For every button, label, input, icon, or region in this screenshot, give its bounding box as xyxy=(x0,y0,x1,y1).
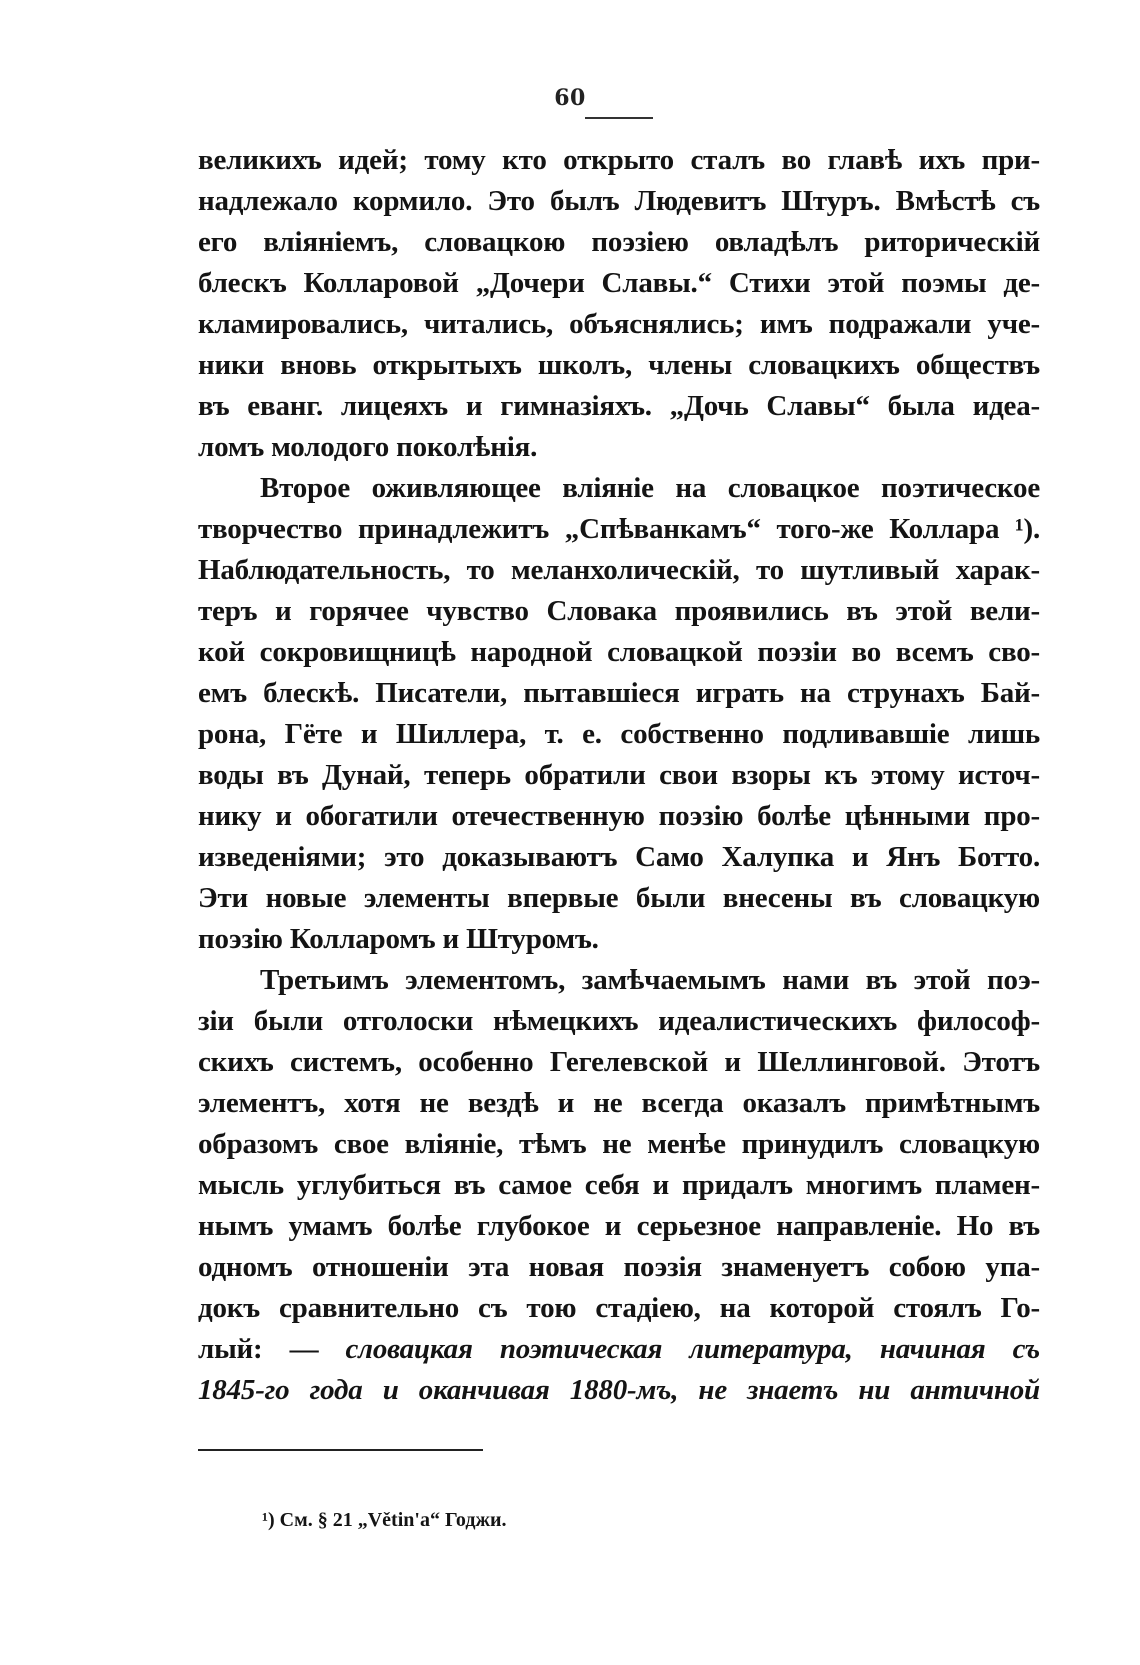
text-line: кламировались, читались, объяснялись; имъ подражали уче- xyxy=(198,308,1040,340)
line-start: лый: — xyxy=(198,1333,346,1365)
text-line: теръ и горячее чувство Словака проявились въ этой вели- xyxy=(198,595,1040,627)
page-number: 60 xyxy=(554,85,586,111)
text-line: одномъ отношеніи эта новая поэзія знаменуетъ собою упа- xyxy=(198,1251,1040,1283)
footnote-text: См. § 21 „Větin'a“ Годжи. xyxy=(279,1509,507,1531)
italic-phrase: словацкая поэтическая литература, начиная съ xyxy=(345,1333,1040,1365)
text-line: изведеніями; это доказываютъ Само Халупка и Янъ Ботто. xyxy=(198,841,1040,873)
text-line: въ еванг. лицеяхъ и гимназіяхъ. „Дочь Славы“ была идеа- xyxy=(198,390,1040,422)
text-line: поэзію Колларомъ и Штуромъ. xyxy=(198,923,599,955)
text-line: творчество принадлежитъ „Спѣванкамъ“ того-же Коллара ¹). xyxy=(198,513,1040,545)
text-line: Наблюдательность, то меланхолическій, то шутливый харак- xyxy=(198,554,1040,586)
paragraph-start-line: Третьимъ элементомъ, замѣчаемымъ нами въ этой поэ- xyxy=(260,964,1040,996)
text-line: блескъ Колларовой „Дочери Славы.“ Стихи этой поэмы де- xyxy=(198,267,1040,299)
footnote-separator xyxy=(198,1449,483,1451)
text-line: емъ блескѣ. Писатели, пытавшіеся играть на струнахъ Бай- xyxy=(198,677,1040,709)
text-line: великихъ идей; тому кто открыто сталъ во главѣ ихъ при- xyxy=(198,144,1040,176)
text-line: рона, Гёте и Шиллера, т. е. собственно подливавшіе лишь xyxy=(198,718,1040,750)
text-line: ники вновь открытыхъ школъ, члены словацкихъ обществъ xyxy=(198,349,1040,381)
text-line: надлежало кормило. Это былъ Людевитъ Штуръ. Вмѣстѣ съ xyxy=(198,185,1040,217)
body-text xyxy=(198,140,1040,1411)
page-number-underline xyxy=(585,117,653,119)
text-line: нику и обогатили отечественную поэзію болѣе цѣнными про- xyxy=(198,800,1040,832)
italic-line xyxy=(198,1370,1040,1411)
text-line: скихъ системъ, особенно Гегелевской и Шеллинговой. Этотъ xyxy=(198,1046,1040,1078)
text-line: кой сокровищницѣ народной словацкой поэзіи во всемъ сво- xyxy=(198,636,1040,668)
text-line: нымъ умамъ болѣе глубокое и серьезное направленіе. Но въ xyxy=(198,1210,1040,1242)
text-line: воды въ Дунай, теперь обратили свои взоры къ этому источ- xyxy=(198,759,1040,791)
footnote-mark: ¹) xyxy=(262,1509,275,1531)
text-line: его вліяніемъ, словацкою поэзіею овладѣлъ риторическій xyxy=(198,226,1040,258)
text-line: зіи были отголоски нѣмецкихъ идеалистическихъ философ- xyxy=(198,1005,1040,1037)
text-line: докъ сравнительно съ тою стадіею, на которой стоялъ Го- xyxy=(198,1292,1040,1324)
text-line: мысль углубиться въ самое себя и придалъ многимъ пламен- xyxy=(198,1169,1040,1201)
text-line: образомъ свое вліяніе, тѣмъ не менѣе принудилъ словацкую xyxy=(198,1128,1040,1160)
paragraph-start-line: Второе оживляющее вліяніе на словацкое поэтическое xyxy=(260,472,1040,504)
text-line: ломъ молодого поколѣнія. xyxy=(198,431,538,463)
footnote xyxy=(262,1509,506,1532)
text-line: Эти новые элементы впервые были внесены въ словацкую xyxy=(198,882,1040,914)
mixed-italic-line xyxy=(198,1329,1040,1370)
italic-phrase: 1845-го года и оканчивая 1880-мъ, не знаетъ ни античной xyxy=(198,1374,1040,1406)
text-line: элементъ, хотя не вездѣ и не всегда оказалъ примѣтнымъ xyxy=(198,1087,1040,1119)
